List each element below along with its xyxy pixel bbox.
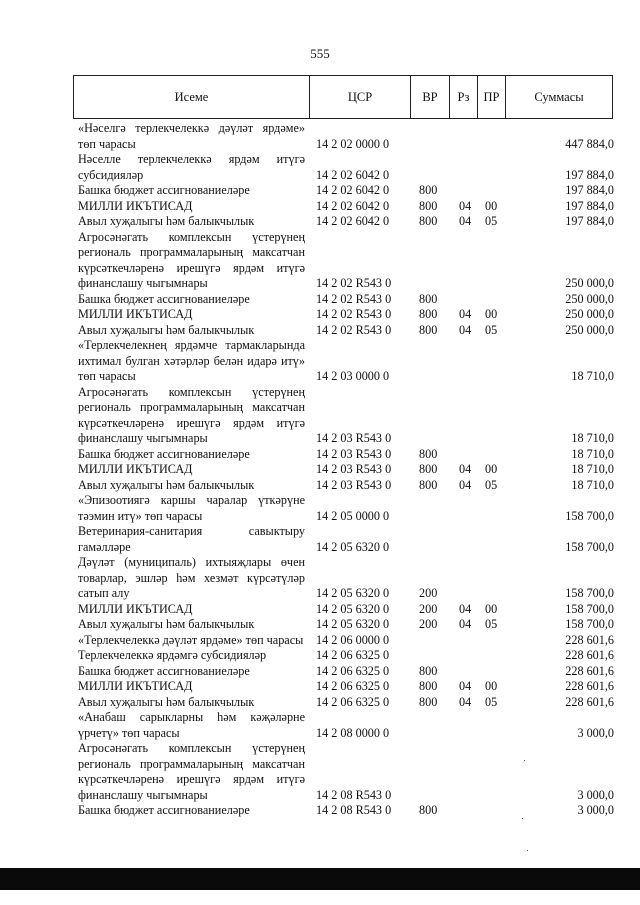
row-sum: 447 884,0	[565, 136, 614, 151]
row-csr: 14 2 03 R543 0	[316, 462, 392, 476]
row-sum: 3 000,0	[577, 803, 614, 817]
header-csr: ЦСР	[310, 76, 411, 119]
table-row	[0, 152, 640, 183]
row-rz: 04	[459, 601, 472, 616]
page-number: 555	[310, 46, 330, 61]
row-pr: 05	[485, 477, 498, 492]
row-vr: 800	[419, 183, 438, 197]
table-row	[0, 447, 640, 463]
row-rz: 04	[459, 462, 472, 476]
row-sum: 197 884,0	[565, 214, 614, 228]
row-name: Авыл хуҗалыгы һәм балыкчылык	[78, 214, 255, 228]
row-pr: 00	[485, 307, 498, 321]
row-csr: 14 2 02 6042 0	[316, 167, 390, 182]
row-name: Авыл хуҗалыгы һәм балыкчылык	[78, 617, 255, 631]
table-row	[0, 524, 640, 555]
row-csr: 14 2 02 0000 0	[316, 136, 390, 151]
row-sum: 197 884,0	[565, 167, 614, 182]
row-sum: 250 000,0	[565, 307, 614, 321]
table-row	[0, 617, 640, 633]
table-row	[0, 292, 640, 308]
row-name: МИЛЛИ ИКЪТИСАД	[78, 307, 193, 321]
row-sum: 250 000,0	[565, 276, 614, 290]
row-pr: 00	[485, 601, 498, 616]
row-csr: 14 2 05 0000 0	[316, 508, 390, 523]
row-rz: 04	[459, 214, 472, 228]
table-row	[0, 338, 640, 385]
row-csr: 14 2 03 R543 0	[316, 431, 392, 445]
row-sum: 18 710,0	[571, 369, 614, 383]
table-row	[0, 199, 640, 215]
row-csr: 14 2 06 6325 0	[316, 694, 390, 709]
row-csr: 14 2 05 6320 0	[316, 601, 390, 616]
table-header	[73, 75, 613, 119]
row-name: «Нәселгә терлекчелеккә дәүләт ярдәме» төп чарасы	[78, 121, 305, 151]
table-row	[0, 695, 640, 711]
table-row	[0, 493, 640, 524]
row-vr: 800	[419, 477, 438, 492]
table-row	[0, 462, 640, 478]
row-sum: 158 700,0	[565, 586, 614, 600]
table-row	[0, 323, 640, 339]
header-rz: Рз	[450, 76, 478, 119]
row-vr: 800	[419, 307, 438, 321]
table-row	[0, 478, 640, 494]
table-row	[0, 307, 640, 323]
row-csr: 14 2 02 6042 0	[316, 198, 390, 213]
row-name: Башка бюджет ассигнованиеләре	[78, 183, 250, 197]
row-vr: 200	[419, 601, 438, 616]
row-sum: 158 700,0	[565, 601, 614, 616]
row-csr: 14 2 03 R543 0	[316, 446, 392, 461]
table-row	[0, 214, 640, 230]
row-rz: 04	[459, 477, 472, 492]
row-sum: 3 000,0	[577, 787, 614, 802]
row-csr: 14 2 08 0000 0	[316, 725, 390, 740]
row-csr: 14 2 08 R543 0	[316, 803, 392, 817]
row-sum: 228 601,6	[565, 632, 614, 647]
row-name: «Терлекчелеккә дәүләт ярдәме» төп чарасы	[78, 632, 304, 647]
row-name: МИЛЛИ ИКЪТИСАД	[78, 462, 193, 476]
row-name: Башка бюджет ассигнованиеләре	[78, 803, 250, 817]
scan-speck	[522, 818, 523, 819]
row-sum: 250 000,0	[565, 291, 614, 306]
scan-speck	[524, 760, 525, 761]
row-csr: 14 2 06 0000 0	[316, 632, 390, 647]
row-sum: 18 710,0	[571, 446, 614, 461]
header-pr: ПР	[478, 76, 506, 119]
row-name: Башка бюджет ассигнованиеләре	[78, 663, 250, 678]
header-vr: ВР	[411, 76, 450, 119]
row-name: МИЛЛИ ИКЪТИСАД	[78, 198, 193, 213]
table-row	[0, 710, 640, 741]
row-vr: 800	[419, 462, 438, 476]
row-csr: 14 2 08 R543 0	[316, 787, 392, 802]
row-sum: 228 601,6	[565, 663, 614, 678]
row-vr: 800	[419, 214, 438, 228]
row-sum: 18 710,0	[571, 477, 614, 492]
table-row	[0, 633, 640, 649]
row-csr: 14 2 05 6320 0	[316, 586, 390, 600]
row-name: «Терлекчелекнең ярдәмче тармакларында ихтимал булган хәтәрләр белән идарә итү» төп чарасы	[78, 338, 305, 383]
row-rz: 04	[459, 694, 472, 709]
table-row	[0, 648, 640, 664]
header-sum: Суммасы	[506, 76, 613, 119]
row-sum: 250 000,0	[565, 322, 614, 337]
row-pr: 05	[485, 617, 498, 631]
row-csr: 14 2 03 R543 0	[316, 477, 392, 492]
row-name: Авыл хуҗалыгы һәм балыкчылык	[78, 322, 255, 337]
row-vr: 800	[419, 663, 438, 678]
row-sum: 197 884,0	[565, 198, 614, 213]
row-csr: 14 2 02 R543 0	[316, 322, 392, 337]
row-sum: 228 601,6	[565, 648, 614, 662]
row-sum: 228 601,6	[565, 679, 614, 693]
row-csr: 14 2 06 6325 0	[316, 663, 390, 678]
row-pr: 05	[485, 694, 498, 709]
table-row	[0, 555, 640, 602]
row-pr: 00	[485, 462, 498, 476]
row-name: «Анабаш сарыкларны һәм кәҗәләрне үрчетү» төп чарасы	[78, 710, 305, 740]
row-csr: 14 2 02 R543 0	[316, 291, 392, 306]
row-rz: 04	[459, 198, 472, 213]
row-name: Агросәнәгать комплексын үстерүнең региональ программаларының максатчан күрсәткечләренә ирешүгә ярдәм итүгә финанслашу чыгымнары	[78, 229, 305, 290]
table-row	[0, 602, 640, 618]
table-row	[0, 183, 640, 199]
table-row	[0, 803, 640, 819]
row-sum: 18 710,0	[571, 431, 614, 445]
row-vr: 800	[419, 198, 438, 213]
row-name: Дәүләт (муниципаль) ихтыяҗлары өчен товарлар, эшләр һәм хезмәт күрсәтүләр сатып алу	[78, 555, 305, 600]
row-csr: 14 2 02 R543 0	[316, 307, 392, 321]
row-vr: 800	[419, 694, 438, 709]
row-pr: 00	[485, 679, 498, 693]
row-vr: 800	[419, 446, 438, 461]
row-csr: 14 2 02 R543 0	[316, 276, 392, 290]
table-row	[0, 385, 640, 447]
row-name: Башка бюджет ассигнованиеләре	[78, 291, 250, 306]
row-name: Терлекчелеккә ярдәмгә субсидияләр	[78, 648, 267, 662]
row-vr: 800	[419, 679, 438, 693]
row-name: Башка бюджет ассигнованиеләре	[78, 446, 250, 461]
row-name: Авыл хуҗалыгы һәм балыкчылык	[78, 477, 255, 492]
row-sum: 228 601,6	[565, 694, 614, 709]
row-sum: 18 710,0	[571, 462, 614, 476]
header-name: Исеме	[74, 76, 310, 119]
row-vr: 200	[419, 586, 438, 600]
row-sum: 158 700,0	[565, 539, 614, 554]
row-sum: 158 700,0	[565, 508, 614, 523]
row-csr: 14 2 02 6042 0	[316, 214, 390, 228]
row-name: «Эпизоотиягә каршы чаралар үткәрүне тәэмин итү» төп чарасы	[78, 493, 305, 523]
table-row	[0, 664, 640, 680]
row-name: Агросәнәгать комплексын үстерүнең региональ программаларының максатчан күрсәткечләренә ирешүгә ярдәм итүгә финанслашу чыгымнары	[78, 741, 305, 802]
row-name: Агросәнәгать комплексын үстерүнең региональ программаларының максатчан күрсәткечләренә ирешүгә ярдәм итүгә финанслашу чыгымнары	[78, 384, 305, 445]
row-pr: 05	[485, 322, 498, 337]
row-sum: 158 700,0	[565, 617, 614, 631]
row-name: МИЛЛИ ИКЪТИСАД	[78, 679, 193, 693]
row-rz: 04	[459, 617, 472, 631]
row-name: Ветеринария-санитария савыктыру гамәлләре	[78, 524, 305, 554]
row-rz: 04	[459, 307, 472, 321]
row-csr: 14 2 05 6320 0	[316, 539, 390, 554]
row-vr: 800	[419, 803, 438, 817]
table-row	[0, 230, 640, 292]
row-pr: 00	[485, 198, 498, 213]
row-rz: 04	[459, 322, 472, 337]
row-csr: 14 2 06 6325 0	[316, 648, 390, 662]
row-sum: 197 884,0	[565, 183, 614, 197]
row-name: Нәселле терлекчелеккә ярдәм итүгә субсидияләр	[78, 152, 305, 182]
row-vr: 800	[419, 291, 438, 306]
table-row	[0, 741, 640, 803]
row-csr: 14 2 02 6042 0	[316, 183, 390, 197]
row-rz: 04	[459, 679, 472, 693]
scan-speck	[527, 850, 528, 851]
table-body	[0, 121, 640, 819]
row-csr: 14 2 05 6320 0	[316, 617, 390, 631]
row-csr: 14 2 06 6325 0	[316, 679, 390, 693]
row-name: МИЛЛИ ИКЪТИСАД	[78, 601, 193, 616]
row-vr: 800	[419, 322, 438, 337]
row-csr: 14 2 03 0000 0	[316, 369, 390, 383]
row-pr: 05	[485, 214, 498, 228]
row-name: Авыл хуҗалыгы һәм балыкчылык	[78, 694, 255, 709]
scan-bottom-bar	[0, 868, 640, 890]
row-sum: 3 000,0	[577, 725, 614, 740]
table-row	[0, 121, 640, 152]
row-vr: 200	[419, 617, 438, 631]
table-row	[0, 679, 640, 695]
